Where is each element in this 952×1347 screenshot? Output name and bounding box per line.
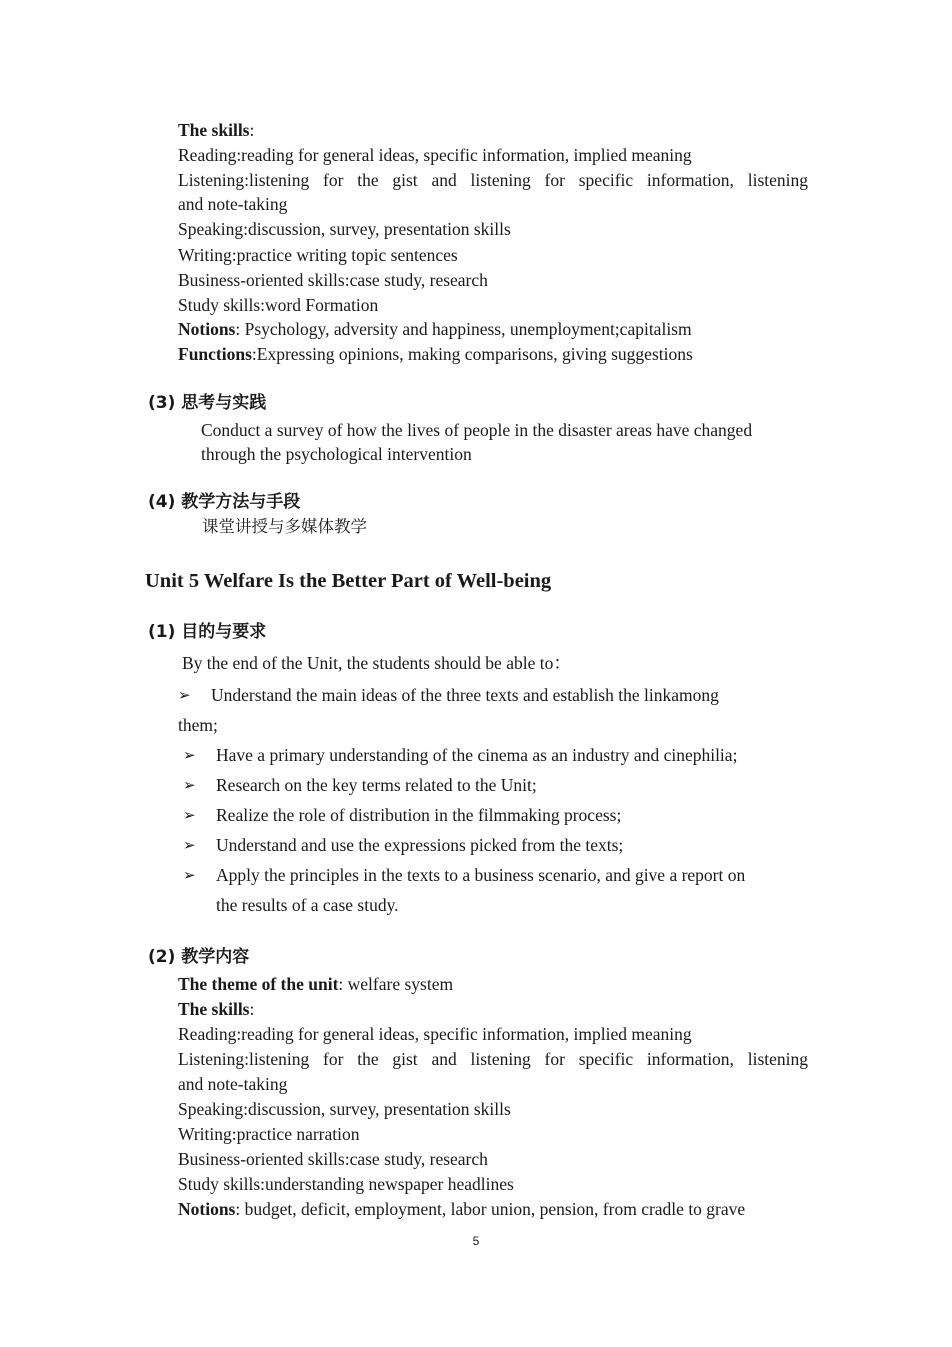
objective-item-continued: them; (178, 715, 218, 735)
arrowhead-bullet-icon: ➢ (183, 836, 196, 854)
section3-line2: through the psychological intervention (201, 444, 472, 464)
section4-body: 课堂讲授与多媒体教学 (202, 517, 367, 536)
objective-item: Apply the principles in the texts to a business scenario, and give a report on (216, 865, 746, 885)
notions-line (178, 317, 692, 341)
objective-item: Understand the main ideas of the three texts and establish the linkamong (211, 685, 719, 705)
objective-item: Understand and use the expressions picked from the texts; (216, 835, 624, 855)
writing-skill: Writing:practice narration (178, 1124, 360, 1144)
content-heading: (2) 教学内容 (148, 947, 250, 967)
theme-line (178, 972, 453, 996)
speaking-skill: Speaking:discussion, survey, presentation skills (178, 1099, 511, 1119)
notions-label: Notions (178, 1199, 236, 1219)
arrowhead-bullet-icon: ➢ (183, 776, 196, 794)
notions-text: : Psychology, adversity and happiness, unemployment;capitalism (235, 319, 692, 339)
functions-text: :Expressing opinions, making comparisons, giving suggestions (251, 344, 693, 364)
business-skill: Business-oriented skills:case study, research (178, 270, 488, 290)
skills-label: The skills (178, 999, 250, 1019)
skills-line (178, 118, 254, 142)
notions-line (178, 1197, 745, 1221)
speaking-skill: Speaking:discussion, survey, presentation skills (178, 219, 511, 239)
functions-line (178, 342, 693, 366)
objectives-heading: (1) 目的与要求 (148, 622, 267, 642)
arrowhead-bullet-icon: ➢ (178, 686, 191, 704)
study-skill: Study skills:understanding newspaper headlines (178, 1174, 514, 1194)
listening-skill-line1: Listening:listening for the gist and listening for specific information, listening (178, 170, 808, 190)
skills-line (178, 997, 254, 1021)
objective-item: Have a primary understanding of the cinema as an industry and cinephilia; (216, 745, 738, 765)
skills-colon: : (249, 120, 255, 140)
functions-label: Functions (178, 344, 252, 364)
page-number: 5 (472, 1234, 480, 1248)
unit5-title: Unit 5 Welfare Is the Better Part of Well-being (145, 570, 552, 592)
listening-skill-line2: and note-taking (178, 194, 288, 214)
business-skill: Business-oriented skills:case study, research (178, 1149, 488, 1169)
section4-heading: (4) 教学方法与手段 (148, 492, 301, 512)
objectives-intro: By the end of the Unit, the students should be able to： (182, 653, 571, 673)
arrowhead-bullet-icon: ➢ (183, 866, 196, 884)
listening-skill-line2: and note-taking (178, 1074, 288, 1094)
study-skill: Study skills:word Formation (178, 295, 379, 315)
notions-text: : budget, deficit, employment, labor union, pension, from cradle to grave (235, 1199, 746, 1219)
writing-skill: Writing:practice writing topic sentences (178, 245, 458, 265)
objective-item: Realize the role of distribution in the filmmaking process; (216, 805, 622, 825)
arrowhead-bullet-icon: ➢ (183, 806, 196, 824)
skills-label: The skills (178, 120, 250, 140)
listening-skill-line1: Listening:listening for the gist and listening for specific information, listening (178, 1049, 808, 1069)
skills-colon: : (249, 999, 255, 1019)
objective-item: Research on the key terms related to the Unit; (216, 775, 537, 795)
objective-item-continued: the results of a case study. (216, 895, 399, 915)
theme-label: The theme of the unit (178, 974, 339, 994)
section3-line1: Conduct a survey of how the lives of people in the disaster areas have changed (201, 420, 753, 440)
reading-skill: Reading:reading for general ideas, specific information, implied meaning (178, 1024, 692, 1044)
arrowhead-bullet-icon: ➢ (183, 746, 196, 764)
reading-skill: Reading:reading for general ideas, specific information, implied meaning (178, 145, 692, 165)
notions-label: Notions (178, 319, 236, 339)
section3-heading: (3) 思考与实践 (148, 393, 267, 413)
theme-text: : welfare system (338, 974, 454, 994)
